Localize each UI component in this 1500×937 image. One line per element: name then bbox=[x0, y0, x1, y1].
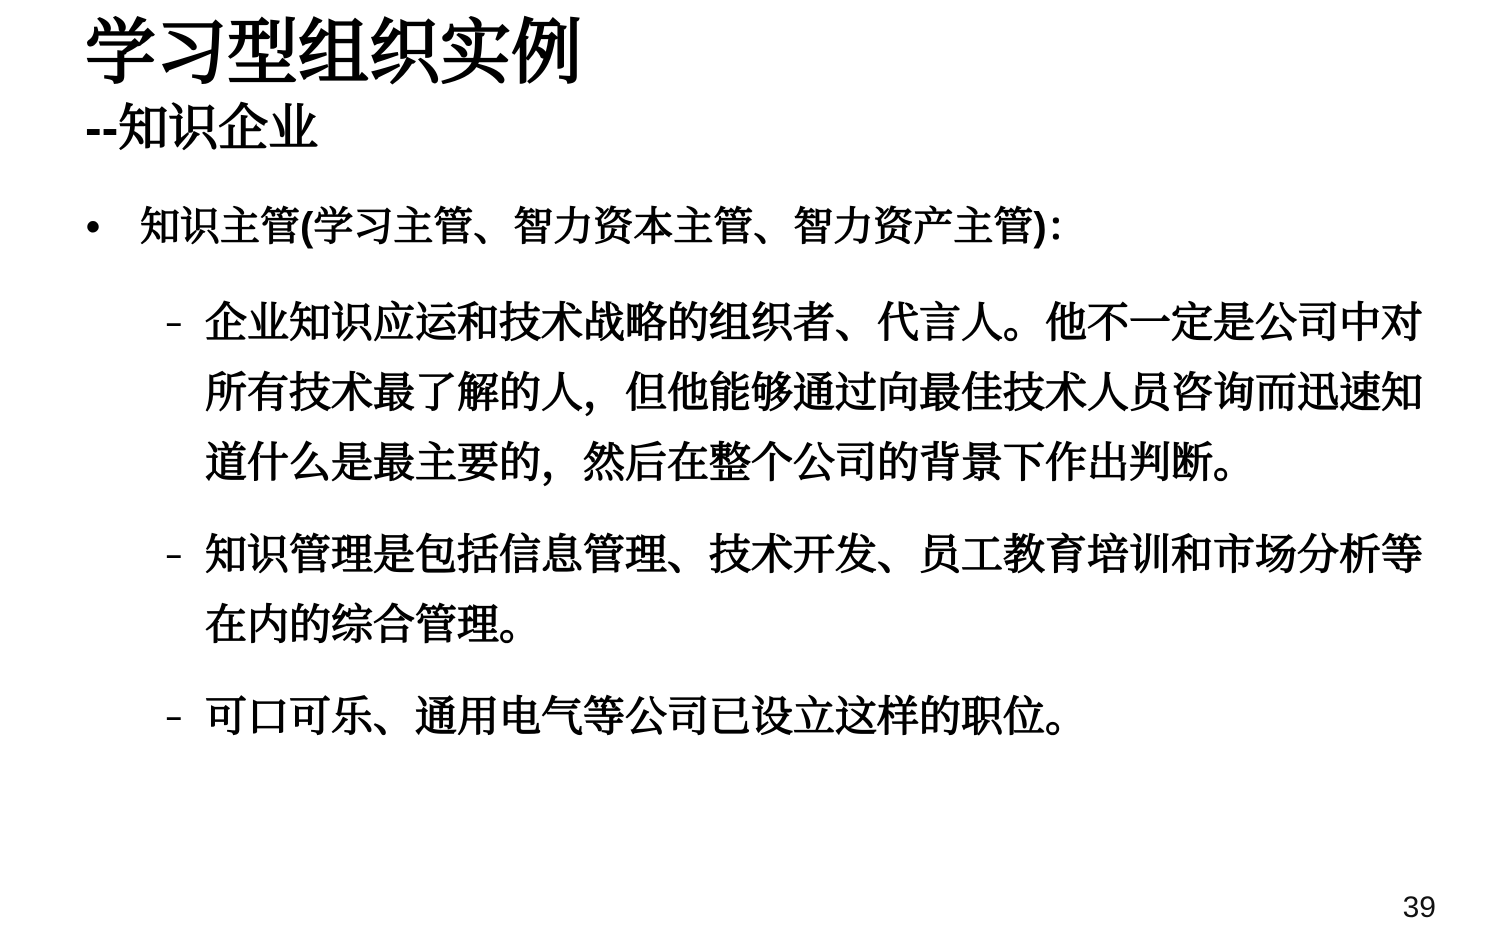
bullet-item bbox=[0, 196, 1500, 258]
dash-marker: – bbox=[166, 701, 182, 732]
dash-marker: – bbox=[166, 307, 182, 338]
sub-bullet-text: 可口可乐、通用电气等公司已设立这样的职位。 bbox=[205, 693, 1088, 740]
slide-subtitle: --知识企业 bbox=[85, 100, 319, 156]
sub-bullet-item bbox=[0, 520, 1500, 660]
sub-bullet-text: 企业知识应运和技术战略的组织者、代言人。他不一定是公司中对所有技术最了解的人，但他能够通过向最佳技术人员咨询而迅速知道什么是最主要的，然后在整个公司的背景下作出判断。 bbox=[205, 299, 1424, 486]
bullet-dot-marker: • bbox=[86, 205, 101, 249]
bullet-label: 知识主管(学习主管、智力资本主管、智力资产主管)： bbox=[140, 205, 1087, 249]
sub-bullet-item bbox=[0, 288, 1500, 498]
slide-header bbox=[85, 14, 582, 156]
sub-bullet-item bbox=[0, 682, 1500, 752]
dash-marker: – bbox=[166, 539, 182, 570]
slide-body bbox=[0, 196, 1500, 752]
sub-bullet-text: 知识管理是包括信息管理、技术开发、员工教育培训和市场分析等在内的综合管理。 bbox=[205, 531, 1424, 648]
page-number: 39 bbox=[1402, 891, 1436, 924]
slide-title: 学习型组织实例 bbox=[85, 14, 583, 93]
